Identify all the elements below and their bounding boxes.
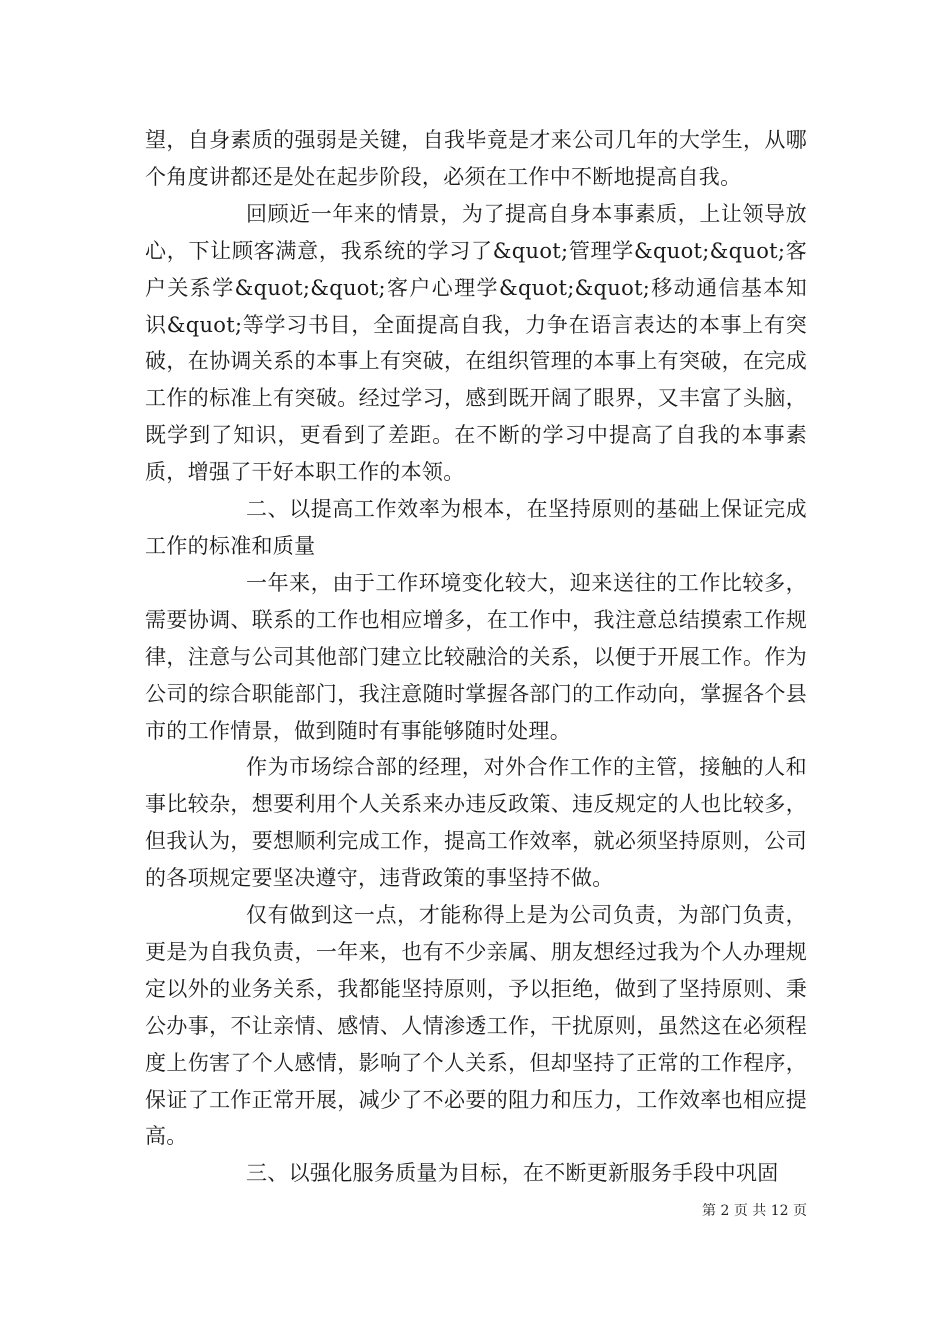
paragraph-4: 一年来，由于工作环境变化较大，迎来送往的工作比较多，需要协调、联系的工作也相应增多，在工作中，我注意总结摸索工作规律，注意与公司其他部门建立比较融洽的关系，以便于开展工作。作为公司的综合职能部门，我注意随时掌握各部门的工作动向，掌握各个县市的工作情景，做到随时有事能够随时处理。: [145, 570, 807, 743]
paragraph-2: 回顾近一年来的情景，为了提高自身本事素质，上让领导放心，下让顾客满意，我系统的学习了&quot;管理学&quot;&quot;客户关系学&quot;&quot;客户心理学&quot;&quot;移动通信基本知识&quot;等学习书目，全面提高自我，力争在语言表达的本事上有突破，在协调关系的本事上有突破，在组织管理的本事上有突破，在完成工作的标准上有突破。经过学习，感到既开阔了眼界，又丰富了头脑，既学到了知识，更看到了差距。在不断的学习中提高了自我的本事素质，增强了干好本职工作的本领。: [145, 201, 807, 485]
document-body: [145, 122, 807, 1192]
section-heading-3: 三、以强化服务质量为目标，在不断更新服务手段中巩固: [246, 1161, 779, 1186]
page-number-footer: 第 2 页 共 12 页: [702, 1203, 807, 1219]
paragraph-6: 仅有做到这一点，才能称得上是为公司负责，为部门负责，更是为自我负责，一年来，也有不少亲属、朋友想经过我为个人办理规定以外的业务关系，我都能坚持原则，予以拒绝，做到了坚持原则、秉公办事，不让亲情、感情、人情渗透工作，干扰原则，虽然这在必须程度上伤害了个人感情，影响了个人关系，但却坚持了正常的工作程序，保证了工作正常开展，减少了不必要的阻力和压力，工作效率也相应提高。: [145, 903, 807, 1149]
paragraph-1: 望，自身素质的强弱是关键，自我毕竟是才来公司几年的大学生，从哪个角度讲都还是处在起步阶段，必须在工作中不断地提高自我。: [145, 128, 807, 189]
paragraph-5: 作为市场综合部的经理，对外合作工作的主管，接触的人和事比较杂，想要利用个人关系来办违反政策、违反规定的人也比较多，但我认为，要想顺利完成工作，提高工作效率，就必须坚持原则，公司的各项规定要坚决遵守，违背政策的事坚持不做。: [145, 755, 807, 891]
section-heading-2: 二、以提高工作效率为根本，在坚持原则的基础上保证完成工作的标准和质量: [145, 497, 807, 558]
